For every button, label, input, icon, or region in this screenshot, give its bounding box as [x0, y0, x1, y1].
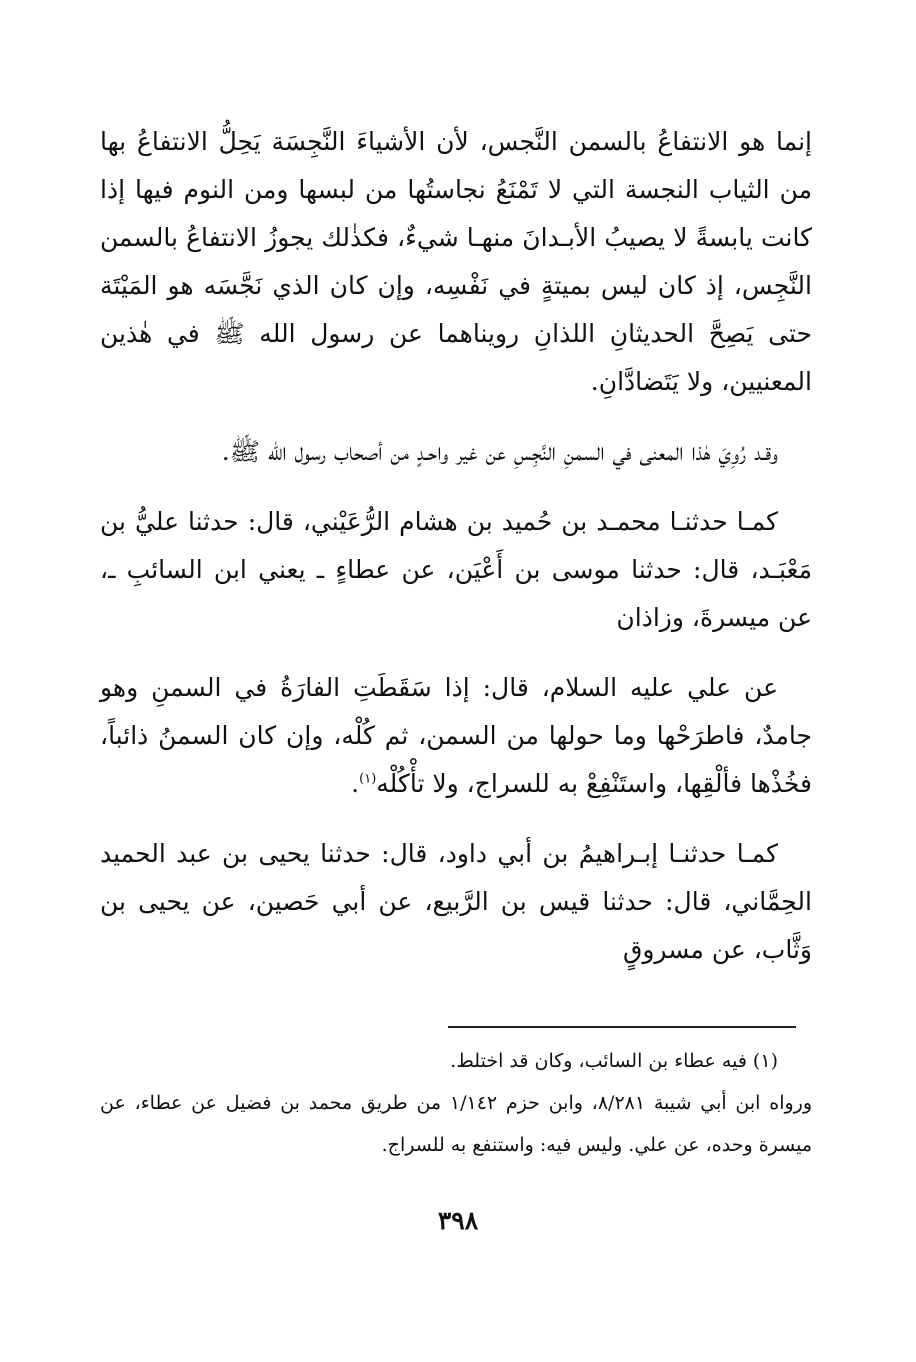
footnotes: [100, 1040, 812, 1166]
footnote-separator: [448, 1026, 796, 1028]
paragraph-3: كمـا حدثنـا محمـد بن حُميد بن هشام الرُّعَيْني، قال: حدثنا عليُّ بن مَعْبَـد، قال: حدثنا موسى بن أَعْيَن، عن عطاءٍ ـ يعني ابن السائبِ ـ، عن ميسرةَ، وزاذان: [100, 507, 812, 632]
hadith-paragraph: [100, 664, 812, 808]
footnote-1: (١) فيه عطاء بن السائب، وكان قد اختلط.: [450, 1050, 778, 1072]
main-text: [100, 118, 812, 996]
hadith-text: عن علي عليه السلام، قال: إذا سَقَطَتِ الفارَةُ في السمنِ وهو جامدٌ، فاطرَحْها وما حولها من السمن، ثم كُلْه، وإن كان السمنُ ذائباً، فخُذْها فألْقِها، واستَنْفِعْ به للسراج، ولا تأْكُلْه: [100, 673, 812, 798]
paragraph-2: وقـد رُوِيَ هٰذا المعنى في السمنِ النَّجِسِ عن غير واحـدٍ من أصحاب رسول الله ﷺ.: [221, 437, 778, 466]
page-number: ٣٩٨: [437, 1206, 479, 1235]
paragraph-1: إنما هو الانتفاعُ بالسمن النَّجس، لأن الأشياءَ النَّجِسَة يَحِلُّ الانتفاعُ بها من الثياب النجسة التي لا تَمْنَعُ نجاستُها من لبسها ومن النوم فيها إذا كانت يابسةً لا يصيبُ الأبـدانَ منهـا شيءٌ، فكذٰلك يجوزُ الانتفاعُ بالسمن النَّجِس، إذ كان ليس بميتةٍ في نَفْسِه، وإن كان الذي نَجَّسَه هو المَيْتَة حتى يَصِحَّ الحديثانِ اللذانِ رويناهما عن رسول الله ﷺ في هٰذين المعنيين، ولا يَتَضادَّانِ.: [100, 127, 813, 396]
footnote-ref: (١): [359, 771, 377, 787]
paragraph-5: كمـا حدثنـا إبـراهيمُ بن أبي داود، قال: حدثنا يحيى بن عبد الحميد الحِمَّاني، قال: حدثنا قيس بن الرَّبيع، عن أبي حَصين، عن يحيى بن وَثَّاب، عن مسروقٍ: [100, 839, 812, 964]
footnote-1-continuation: ورواه ابن أبي شيبة ٨/٢٨١، وابن حزم ١/١٤٢ من طريق محمد بن فضيل عن عطاء، عن ميسرة وحده، عن علي. وليس فيه: واستنفع به للسراج.: [100, 1092, 812, 1156]
hadith-end: .: [351, 769, 360, 798]
